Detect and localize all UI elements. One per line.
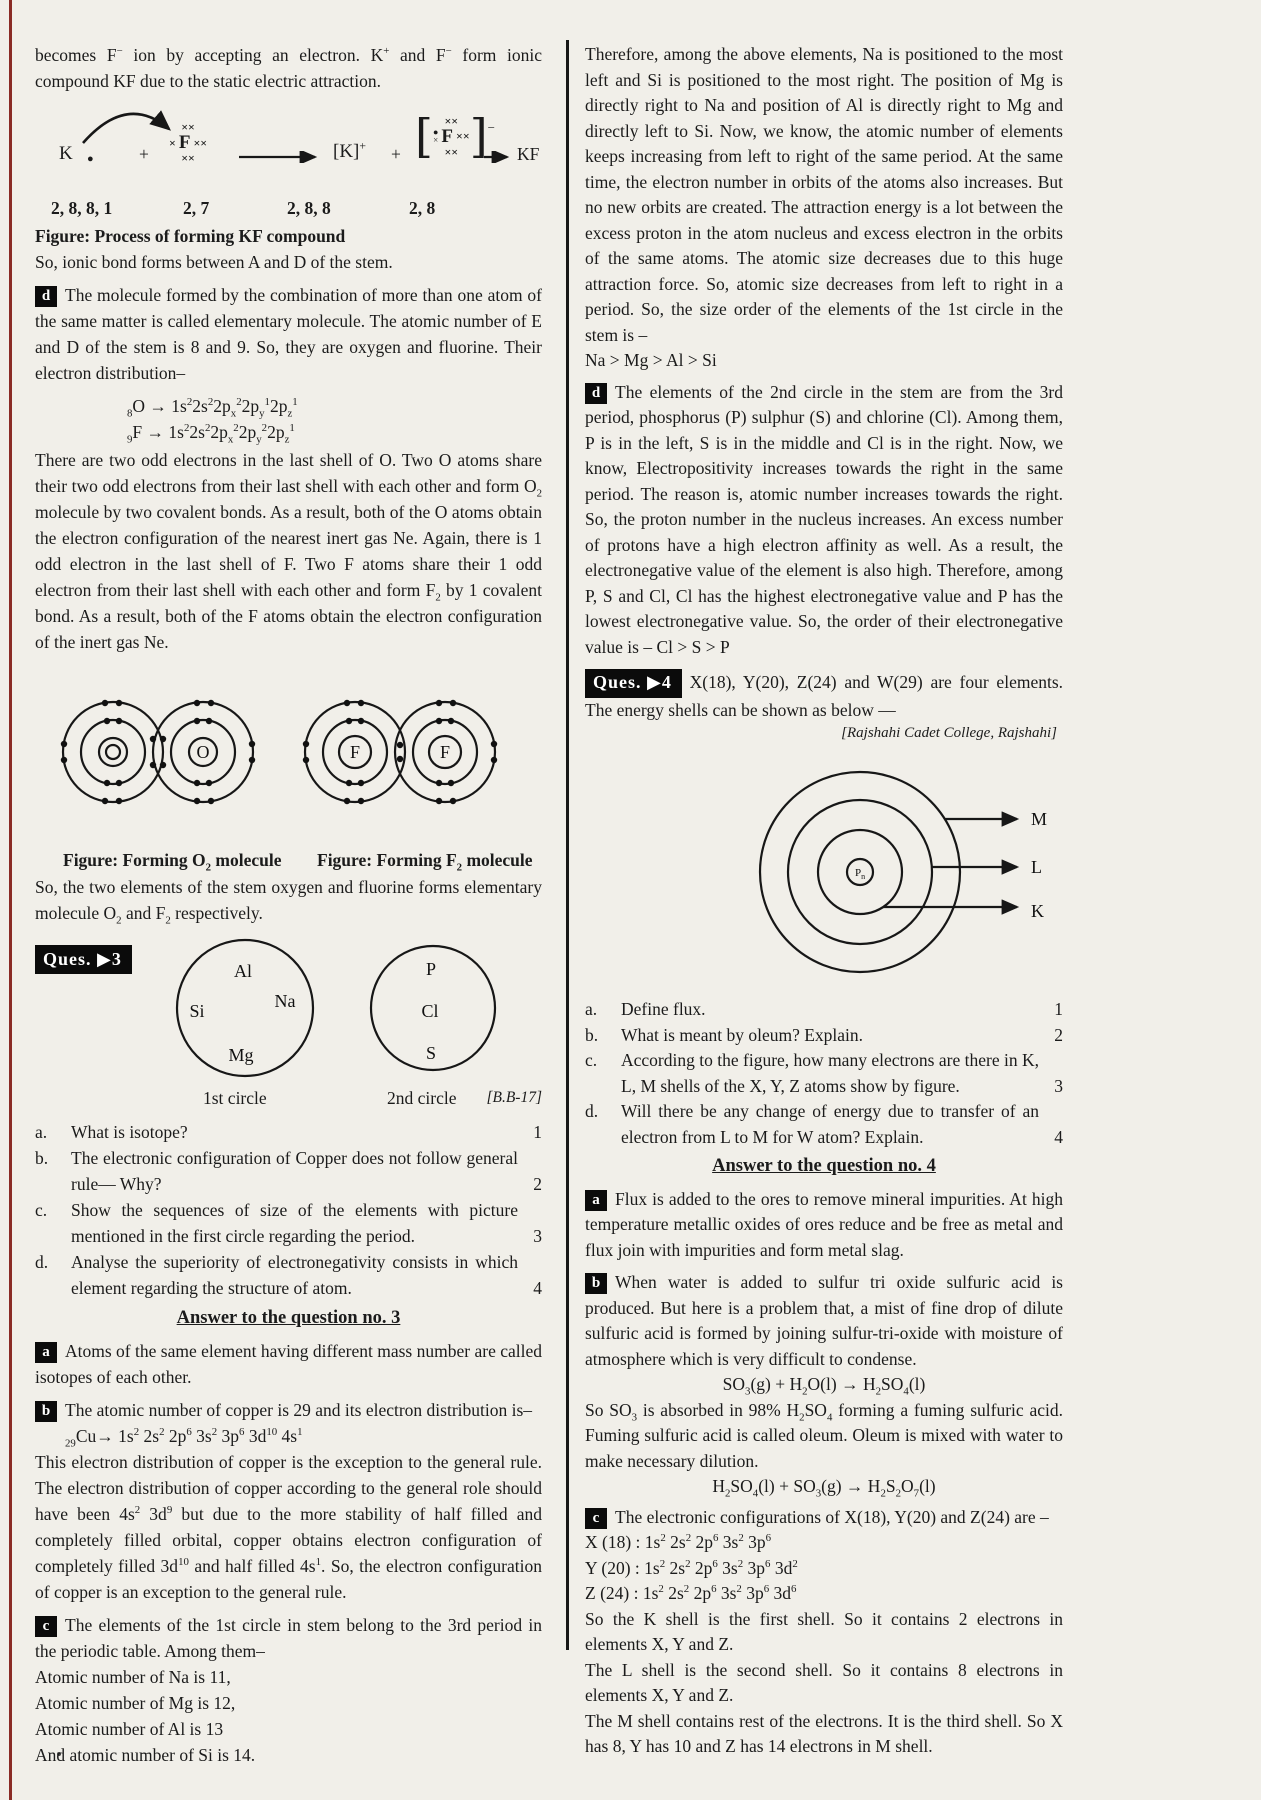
answer-a-badge: a — [35, 1342, 57, 1363]
y-config-line: Y (20) : $1s^2$ $2s^2$ $2p^6$ $3s^2$ $3p^6$ $3d^2$ — [585, 1557, 798, 1578]
k-shell-text: So the K shell is the first shell. So it contains 2 electrons in elements X, Y and Z. — [585, 1608, 1063, 1654]
item-text: Will there be any change of energy due to transfer of an electron from L to M for W atom? Explain. — [621, 1101, 1039, 1147]
item-marks: 2 — [1054, 1024, 1063, 1045]
answer-3-heading: Answer to the question no. 3 — [176, 1308, 401, 1328]
answer-d-badge: d — [35, 286, 57, 307]
molecule-captions — [35, 847, 542, 874]
left-column — [35, 42, 542, 1768]
copper-config-line: $_{29}Cu\to 1s^2$ $2s^2$ $2p^6$ $3s^2$ $3p^6$ $3d^{10}$ $4s^1$ — [65, 1426, 303, 1450]
oxygen-config-line: $_8O \to 1s^22s^22p_x^22p_y^12p_z^1$ — [127, 396, 298, 420]
plus-sign: + — [391, 144, 401, 164]
answer-a-badge: a — [585, 1190, 607, 1211]
item-marks: 1 — [1054, 999, 1063, 1019]
item-text: Show the sequences of size of the elements with picture mentioned in the first circle regarding the period. — [71, 1200, 518, 1246]
answer-3a-paragraph: a Atoms of the same element having different mass number are called isotopes of each other. — [35, 1341, 542, 1387]
right-column — [585, 42, 1063, 1760]
so3-h2o-equation: $SO_3(g) + H_2O(l) \to H_2SO_4(l)$ — [722, 1374, 926, 1398]
size-order-paragraph: Therefore, among the above elements, Na is positioned to the most left and Si is positioned to the most right. The position of Mg is directly right to Na and position of Al is directly right to Mg and directly left to Si. Now, we know, the atomic number of elements keeps increasing from left to right of the same period. At the same time, the electron number in orbits of the atoms also increases. But no new orbits are created. The attraction energy is a lot between the excess proton in the atom nucleus and excess electron in the orbits of the same atoms. The atomic size decreases due to this huge attraction force. So, atomic size decreases from left to right in a period. So, the size order of the elements of the 1st circle in the stem is – — [585, 44, 1063, 345]
item-marks: 4 — [1054, 1126, 1063, 1147]
item-letter: d. — [585, 1101, 599, 1121]
question-3-item-a — [35, 1119, 542, 1145]
question-4-line: Ques. ▶4 X(18), Y(20), Z(24) and W(29) are four elements. The energy shells can be shown as below — — [585, 669, 1063, 723]
item-text: According to the figure, how many electrons are there in K, L, M shells of the X, Y, Z atoms show by figure. — [621, 1050, 1039, 1096]
k-atom-symbol: K — [59, 143, 73, 164]
negative-charge: − — [487, 120, 495, 135]
question-4-item-a — [585, 997, 1063, 1023]
item-letter: b. — [585, 1024, 599, 1045]
f-ion-electron-config: 2, 8 — [409, 198, 436, 218]
question-3-item-b — [35, 1145, 542, 1197]
m-shell-text: The M shell contains rest of the electrons. It is the third shell. So X has 8, Y has 10 and Z has 14 electrons in M shell. — [585, 1710, 1063, 1756]
bracket-left: [ — [415, 109, 433, 163]
answer-3b-body: This electron distribution of copper is the exception to the general rule. The electron distribution of copper according to the general role should have been $4s^2$ $3d^9$ but due to the more stability of half filled and completely filled orbital, copper obtains electron configuration of completely filled $3d^{10}$ and half filled $4s^1$. So, the electron configuration of copper is an exception to the general rule. — [35, 1452, 543, 1602]
al-atomic-number-line: Atomic number of Al is 13 — [35, 1719, 224, 1739]
circle1-element-si: Si — [189, 1001, 205, 1021]
kf-product: KF — [517, 144, 540, 164]
lewis-dots-top: ×× — [444, 113, 459, 128]
h2so4-so3-equation: $H_2SO_4(l) + SO_3(g) \to H_2S_2O_7(l)$ — [712, 1476, 936, 1500]
k-electron-config: 2, 8, 8, 1 — [51, 198, 113, 218]
lewis-dots-bottom: ×× — [444, 144, 459, 159]
x-config-line: X (18) : $1s^2$ $2s^2$ $2p^6$ $3s^2$ $3p^6$ — [585, 1532, 772, 1552]
f-electron-config: 2, 7 — [183, 198, 210, 218]
item-marks: 3 — [533, 1226, 542, 1246]
k-ion-electron-config: 2, 8, 8 — [287, 198, 331, 218]
shell-m-label: M — [1031, 809, 1048, 829]
bracket-right: ] — [469, 109, 488, 163]
item-letter: a. — [585, 999, 598, 1019]
item-letter: d. — [35, 1252, 49, 1272]
lewis-dots-right: ×× — [456, 129, 470, 143]
item-marks: 4 — [533, 1278, 542, 1298]
question-3-figure — [35, 933, 542, 1115]
o2-f2-molecules-figure — [35, 657, 542, 847]
circle2-element-p: P — [425, 959, 437, 979]
circle1-element-al: Al — [234, 961, 252, 981]
lewis-dots-left: × — [169, 135, 176, 150]
question-3-badge: Ques. ▶3 — [35, 945, 132, 974]
answer-b-badge: b — [35, 1401, 57, 1422]
f-atom-symbol: F — [178, 132, 191, 153]
shell-l-label: L — [1031, 857, 1042, 877]
lewis-dots-bottom: ×× — [181, 151, 195, 165]
curved-arrow-icon — [79, 101, 177, 149]
circle1-caption: 1st circle — [203, 1088, 267, 1108]
fluorine-lewis-structure — [169, 121, 207, 164]
circle2-element-s: S — [425, 1043, 437, 1063]
lewis-dots-left: ● × — [432, 127, 439, 145]
item-text: The electronic configuration of Copper does not follow general rule— Why? — [71, 1148, 518, 1194]
answer-d-paragraph: d The elements of the 2nd circle in the stem are from the 3rd period, phosphorus (P) sulphur (S) and chlorine (Cl). Among them, P is in the left, S is in the middle and Cl is in the right. Now, we know, Electropositivity increases towards the right in the same period. The reason is, atomic number increases towards the right. So, the proton number in the nucleus increases. An excess number of protons have a high electron affinity as well. As a result, the electronegative value of the element is also high. Therefore, among P, S and Cl, Cl has the highest electronegative value and P has the lowest electronegative value. So, the order of their electronegative value is – Cl > S > P — [585, 381, 1063, 657]
college-source: [Rajshahi Cadet College, Rajshahi] — [841, 725, 1057, 741]
nucleus-label: $P_n$ — [854, 867, 866, 881]
answer-c-badge: c — [35, 1616, 57, 1637]
question-4-item-d — [585, 1099, 1063, 1150]
answer-c-badge: c — [585, 1508, 607, 1529]
item-marks: 3 — [1054, 1075, 1063, 1096]
answer-4b-paragraph-2: So $SO_3$ is absorbed in 98% $H_2SO_4$ forming a fuming sulfuric acid. Fuming sulfuric acid is called oleum. Oleum is mixed with water to make necessary dilution. — [585, 1399, 1063, 1471]
answer-3c-intro: c The elements of the 1st circle in stem belong to the 3rd period in the periodic table. Among them– — [35, 1615, 542, 1661]
o2-figure-caption: Figure: Forming $O_2$ molecule — [63, 850, 282, 874]
kf-figure-caption: Figure: Process of forming KF compound — [35, 226, 346, 246]
item-letter: c. — [585, 1050, 598, 1070]
item-letter: b. — [35, 1148, 49, 1168]
shell-k-label: K — [1031, 901, 1044, 921]
potassium-ion: [K]+ — [333, 139, 367, 162]
answer-4a-paragraph: a Flux is added to the ores to remove mineral impurities. At high temperature metallic oxides of ores reduce and be free as metal and flux join with impurities and form metal slag. — [585, 1188, 1063, 1260]
item-text: Define flux. — [621, 999, 706, 1019]
o-atom-label: O — [196, 742, 210, 762]
mg-atomic-number-line: Atomic number of Mg is 12, — [35, 1693, 236, 1713]
answer-d-paragraph: d The molecule formed by the combination of more than one atom of the same matter is called elementary molecule. The atomic number of E and D of the stem is 8 and 9. So, they are oxygen and fluorine. Their electron distribution– — [35, 285, 542, 383]
so-paragraph: So, the two elements of the stem oxygen and fluorine forms elementary molecule $O_2$ and $F_2$ respectively. — [35, 877, 542, 927]
f-atom-symbol: F — [441, 125, 453, 147]
question-4-item-c — [585, 1048, 1063, 1099]
question-3-item-c — [35, 1197, 542, 1249]
reaction-arrow-icon — [483, 151, 515, 163]
f-atom-label: F — [349, 742, 361, 762]
lewis-dots-right: ×× — [193, 135, 208, 150]
answer-3b-intro: b The atomic number of copper is 29 and its electron distribution is– — [35, 1397, 542, 1423]
item-text: Analyse the superiority of electronegativity consists in which element regarding the structure of atom. — [71, 1252, 518, 1298]
circle2-caption: 2nd circle — [387, 1088, 457, 1108]
answer-4c-intro: c The electronic configurations of X(18), Y(20) and Z(24) are – — [585, 1505, 1063, 1531]
answer-b-badge: b — [585, 1273, 607, 1294]
item-text: What is isotope? — [71, 1122, 188, 1142]
circle2-element-cl: Cl — [421, 1001, 439, 1021]
column-divider — [566, 40, 569, 1650]
reaction-arrow-icon — [237, 151, 325, 163]
si-atomic-number-line: And atomic number of Si is 14. — [35, 1745, 256, 1765]
item-letter: a. — [35, 1122, 48, 1142]
question-4-badge: Ques. ▶4 — [585, 669, 682, 698]
item-marks: 1 — [533, 1122, 542, 1142]
l-shell-text: The L shell is the second shell. So it contains 8 electrons in elements X, Y and Z. — [585, 1659, 1063, 1705]
na-atomic-number-line: Atomic number of Na is 11, — [35, 1667, 231, 1687]
item-letter: c. — [35, 1200, 48, 1220]
page-margin-rule — [9, 0, 12, 1800]
item-text: What is meant by oleum? Explain. — [621, 1024, 864, 1045]
question-3-item-d — [35, 1249, 542, 1301]
electron-dot-icon: ● — [87, 153, 94, 165]
odd-electrons-paragraph: There are two odd electrons in the last shell of O. Two O atoms share their two odd electrons from their last shell with each other and form $O_2$ molecule by two covalent bonds. As a result, both of the O atoms obtain the electron configuration of the nearest inert gas Ne. Again, there is 1 odd electron in the last shell of F. Two F atoms share their 1 odd electron from their last shell with each other and form $F_2$ by 1 covalent bond. As a result, both of the F atoms obtain the electron configuration of the inert gas Ne. — [35, 450, 542, 652]
circle1-element-na: Na — [274, 991, 296, 1011]
kf-intro-paragraph: becomes F− ion by accepting an electron. K+ and F− form ionic compound KF due to the static electric attraction. — [35, 45, 543, 91]
f-atom-label: F — [439, 742, 451, 762]
item-marks: 2 — [533, 1174, 542, 1194]
ionic-bond-line: So, ionic bond forms between A and D of the stem. — [35, 252, 393, 272]
size-order-line: Na > Mg > Al > Si — [585, 350, 717, 370]
plus-sign: + — [139, 144, 149, 164]
answer-4-heading: Answer to the question no. 4 — [712, 1156, 936, 1176]
energy-shells-figure — [585, 747, 1063, 997]
circle1-element-mg: Mg — [228, 1045, 254, 1065]
fluorine-config-line: $_9F \to 1s^22s^22p_x^22p_y^22p_z^1$ — [127, 422, 295, 446]
z-config-line: Z (24) : $1s^2$ $2s^2$ $2p^6$ $3s^2$ $3p^6$ $3d^6$ — [585, 1583, 797, 1603]
kf-formation-diagram — [35, 101, 542, 223]
lewis-dots-top: ×× — [181, 120, 195, 134]
f2-figure-caption: Figure: Forming $F_2$ molecule — [317, 850, 533, 874]
answer-4b-paragraph: b When water is added to sulfur tri oxide sulfuric acid is produced. But here is a problem that, a mist of fine drop of dilute sulfuric acid is formed by joining sulfur-tri-oxide with moisture of atmosphere which is very difficult to condense. — [585, 1272, 1063, 1369]
question-4-item-b — [585, 1023, 1063, 1049]
answer-d-badge: d — [585, 383, 607, 404]
board-source: [B.B-17] — [486, 1089, 542, 1106]
